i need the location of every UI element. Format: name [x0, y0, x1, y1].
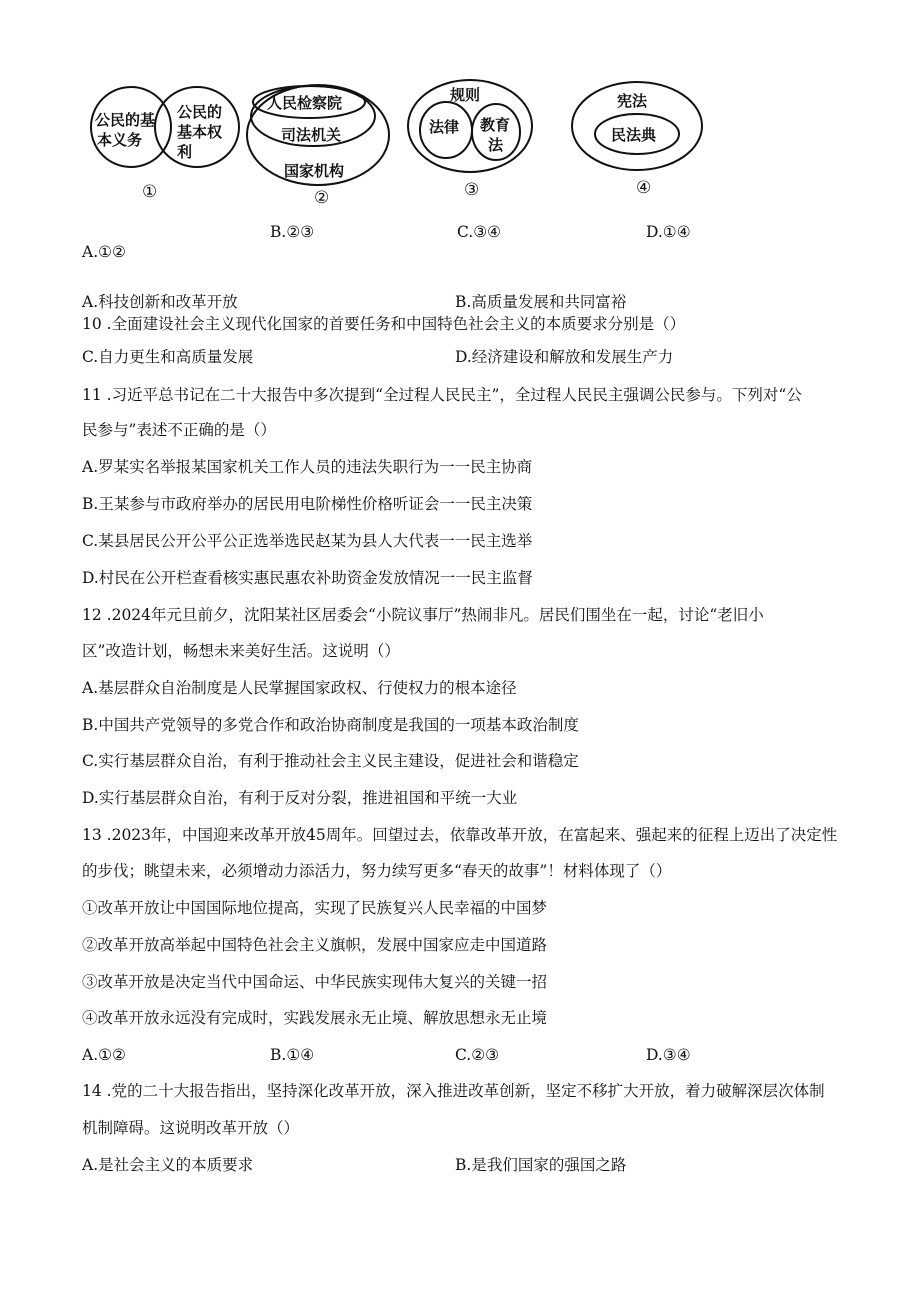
q13-option-a: A.①② [82, 1046, 126, 1064]
label-civil-code: 民法典 [611, 126, 657, 144]
q13-statement-1: ①改革开放让中国国际地位提高，实现了民族复兴人民幸福的中国梦 [82, 899, 548, 917]
q10-option-d: D.经济建设和解放和发展生产力 [455, 348, 674, 366]
q9-option-a: A.①② [82, 243, 126, 261]
label-rules: 规则 [450, 86, 481, 104]
label-basic-duties-line2: 本义务 [97, 131, 143, 149]
label-education-law-line1: 教育 [480, 116, 511, 134]
q13-stem-line2: 的步伐；眺望未来，必须增动力添活力，努力续写更多“春天的故事”！材料体现了（） [82, 862, 672, 880]
q14-stem-line1: 14 .党的二十大报告指出，坚持深化改革开放，深入推进改革创新，坚定不移扩大开放，着力破解深层次体制 [82, 1082, 825, 1100]
q11-option-a: A.罗某实名举报某国家机关工作人员的违法失职行为一一民主协商 [82, 458, 533, 476]
q11-option-b: B.王某参与市政府举办的居民用电阶梯性价格听证会一一民主决策 [82, 495, 533, 513]
q14-stem-line2: 机制障碍。这说明改革开放（） [82, 1119, 300, 1137]
q9-option-c: C.③④ [457, 223, 502, 241]
label-state-organs: 国家机构 [284, 162, 345, 180]
diagram-constitution [567, 78, 707, 178]
q10-option-a: A.科技创新和改革开放 [82, 293, 238, 311]
q13-statement-4: ④改革开放永远没有完成时，实践发展永无止境、解放思想永无止境 [82, 1009, 548, 1027]
q13-option-d: D.③④ [646, 1046, 691, 1064]
diagram-number-2: ② [314, 188, 330, 208]
q13-option-c: C.②③ [455, 1046, 500, 1064]
label-constitution: 宪法 [617, 92, 648, 110]
label-basic-rights-line3: 利 [177, 143, 193, 161]
q13-option-b: B.①④ [270, 1046, 315, 1064]
q10-stem: 10 .全面建设社会主义现代化国家的首要任务和中国特色社会主义的本质要求分别是（） [82, 315, 686, 333]
q13-stem-line1: 13 .2023年，中国迎来改革开放45周年。回望过去，依靠改革开放，在富起来、强起来的征程上迈出了决定性 [82, 826, 838, 844]
diagram-number-4: ④ [636, 178, 652, 198]
q12-option-b: B.中国共产党领导的多党合作和政治协商制度是我国的一项基本政治制度 [82, 716, 579, 734]
label-basic-rights-line2: 基本权 [177, 123, 223, 141]
q14-option-b: B.是我们国家的强国之路 [455, 1156, 627, 1174]
q9-option-b: B.②③ [270, 223, 315, 241]
diagram-rules [404, 76, 536, 176]
diagram-rights-duties [85, 85, 245, 175]
q10-option-c: C.自力更生和高质量发展 [82, 348, 254, 366]
label-basic-duties-line1: 公民的基 [95, 111, 156, 129]
q12-stem-line1: 12 .2024年元旦前夕，沈阳某社区居委会“小院议事厅”热闹非凡。居民们围坐在一起，讨论“老旧小 [82, 606, 764, 624]
q11-stem-line2: 民参与”表述不正确的是（） [82, 421, 276, 439]
label-judicial-organs: 司法机关 [281, 126, 342, 144]
label-education-law-line2: 法 [488, 136, 504, 154]
q13-statement-2: ②改革开放高举起中国特色社会主义旗帜，发展中国家应走中国道路 [82, 936, 548, 954]
q12-stem-line2: 区”改造计划，畅想未来美好生活。这说明（） [82, 642, 400, 660]
label-basic-rights-line1: 公民的 [177, 103, 223, 121]
q11-stem-line1: 11 .习近平总书记在二十大报告中多次提到“全过程人民民主”，全过程人民民主强调公民参与。下列对“公 [82, 386, 802, 404]
q11-option-d: D.村民在公开栏查看核实惠民惠农补助资金发放情况一一民主监督 [82, 569, 533, 587]
label-procuratorate: 人民检察院 [267, 94, 343, 112]
diagram-number-1: ① [142, 182, 158, 202]
diagram-number-3: ③ [464, 180, 480, 200]
q9-option-d: D.①④ [646, 223, 691, 241]
q12-option-c: C.实行基层群众自治，有利于推动社会主义民主建设，促进社会和谐稳定 [82, 752, 579, 770]
q12-option-a: A.基层群众自治制度是人民掌握国家政权、行使权力的根本途径 [82, 679, 517, 697]
q10-option-b: B.高质量发展和共同富裕 [455, 293, 627, 311]
q14-option-a: A.是社会主义的本质要求 [82, 1156, 254, 1174]
label-law: 法律 [429, 118, 460, 136]
diagram-state-organs [243, 80, 393, 190]
q12-option-d: D.实行基层群众自治，有利于反对分裂，推进祖国和平统一大业 [82, 789, 518, 807]
q13-statement-3: ③改革开放是决定当代中国命运、中华民族实现伟大复兴的关键一招 [82, 973, 548, 991]
q11-option-c: C.某县居民公开公平公正选举选民赵某为县人大代表一一民主选举 [82, 532, 533, 550]
